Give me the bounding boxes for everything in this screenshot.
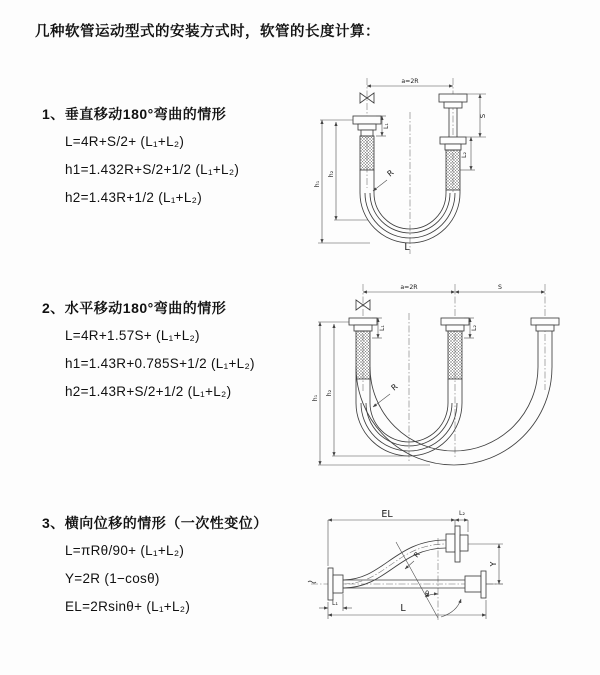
dim-label-el: EL: [381, 509, 393, 520]
dim-label-h1: h₁: [312, 394, 319, 402]
radius-callout: [373, 168, 396, 191]
formula-h1: h1=1.432R+S/2+1/2 (L₁+L₂): [65, 162, 240, 177]
formula-l: L=πRθ/90+ (L₁+L₂): [65, 543, 185, 558]
dim-label-r: R: [385, 168, 396, 179]
diagram-vertical-180-bend: [314, 78, 487, 254]
centerlines: [367, 78, 453, 254]
formula-el: EL=2Rsinθ+ (L₁+L₂): [65, 599, 191, 614]
dim-label-a2r: a=2R: [401, 78, 419, 85]
section-1-heading: 1、垂直移动180°弯曲的情形: [42, 106, 227, 122]
dim-label-a2r: a=2R: [400, 284, 418, 291]
dim-label-l2: L₂: [459, 510, 465, 517]
hose-s-curve-displaced: [343, 540, 446, 588]
dimension-a2r: [363, 284, 455, 292]
braid-hatch: [360, 136, 374, 170]
formula-l: L=4R+S/2+ (L₁+L₂): [65, 134, 185, 149]
braid-hatch: [448, 331, 462, 379]
dim-label-h2: h₂: [328, 170, 335, 178]
page-title: 几种软管运动型式的安装方式时，软管的长度计算：: [35, 24, 380, 40]
dim-label-l2: L₂: [461, 152, 468, 158]
dim-label-r: R: [389, 382, 400, 393]
dimension-l: [328, 600, 486, 619]
braid-hatch: [446, 150, 460, 190]
dimension-el: [328, 509, 455, 566]
formula-y: Y=2R (1−cosθ): [65, 571, 160, 586]
dimension-s: [455, 284, 545, 292]
dim-label-s: S: [498, 284, 502, 291]
dim-label-l1: L₁: [383, 123, 390, 129]
dim-label-y: Y: [489, 561, 498, 567]
dim-label-l: L: [400, 603, 406, 614]
flange-left: [328, 568, 343, 600]
dim-label-h2: h₂: [326, 389, 333, 397]
dimension-a2r: [367, 78, 453, 86]
section-3-heading: 3、横向位移的情形（一次性变位）: [42, 515, 268, 531]
dim-label-s: S: [479, 113, 487, 119]
formula-h1: h1=1.43R+0.785S+1/2 (L₁+L₂): [65, 356, 255, 371]
formula-h2: h2=1.43R+S/2+1/2 (L₁+L₂): [65, 384, 232, 399]
dim-label-l2: L₂: [471, 325, 478, 331]
diagram-horizontal-180-bend: [312, 284, 559, 465]
dim-label-h1: h₁: [314, 180, 321, 188]
flange-upper-displaced: [446, 526, 468, 562]
dim-label-l1: L₁: [379, 325, 386, 331]
formula-l: L=4R+1.57S+ (L₁+L₂): [65, 328, 200, 343]
dimension-l1: [319, 594, 352, 611]
diagram-lateral-displacement: [308, 509, 503, 620]
dim-label-l1: L₁: [332, 600, 338, 607]
section-2-heading: 2、水平移动180°弯曲的情形: [42, 300, 227, 316]
centerline-break-mark: [308, 581, 316, 583]
braid-hatch: [356, 331, 370, 379]
dim-label-l-total: L: [404, 242, 410, 253]
flange-right-lower: [465, 571, 486, 598]
radius-callout: [373, 382, 400, 407]
dim-label-r: R: [412, 550, 422, 560]
formula-h2: h2=1.43R+1/2 (L₁+L₂): [65, 190, 203, 205]
dim-label-theta: θ: [425, 590, 430, 598]
